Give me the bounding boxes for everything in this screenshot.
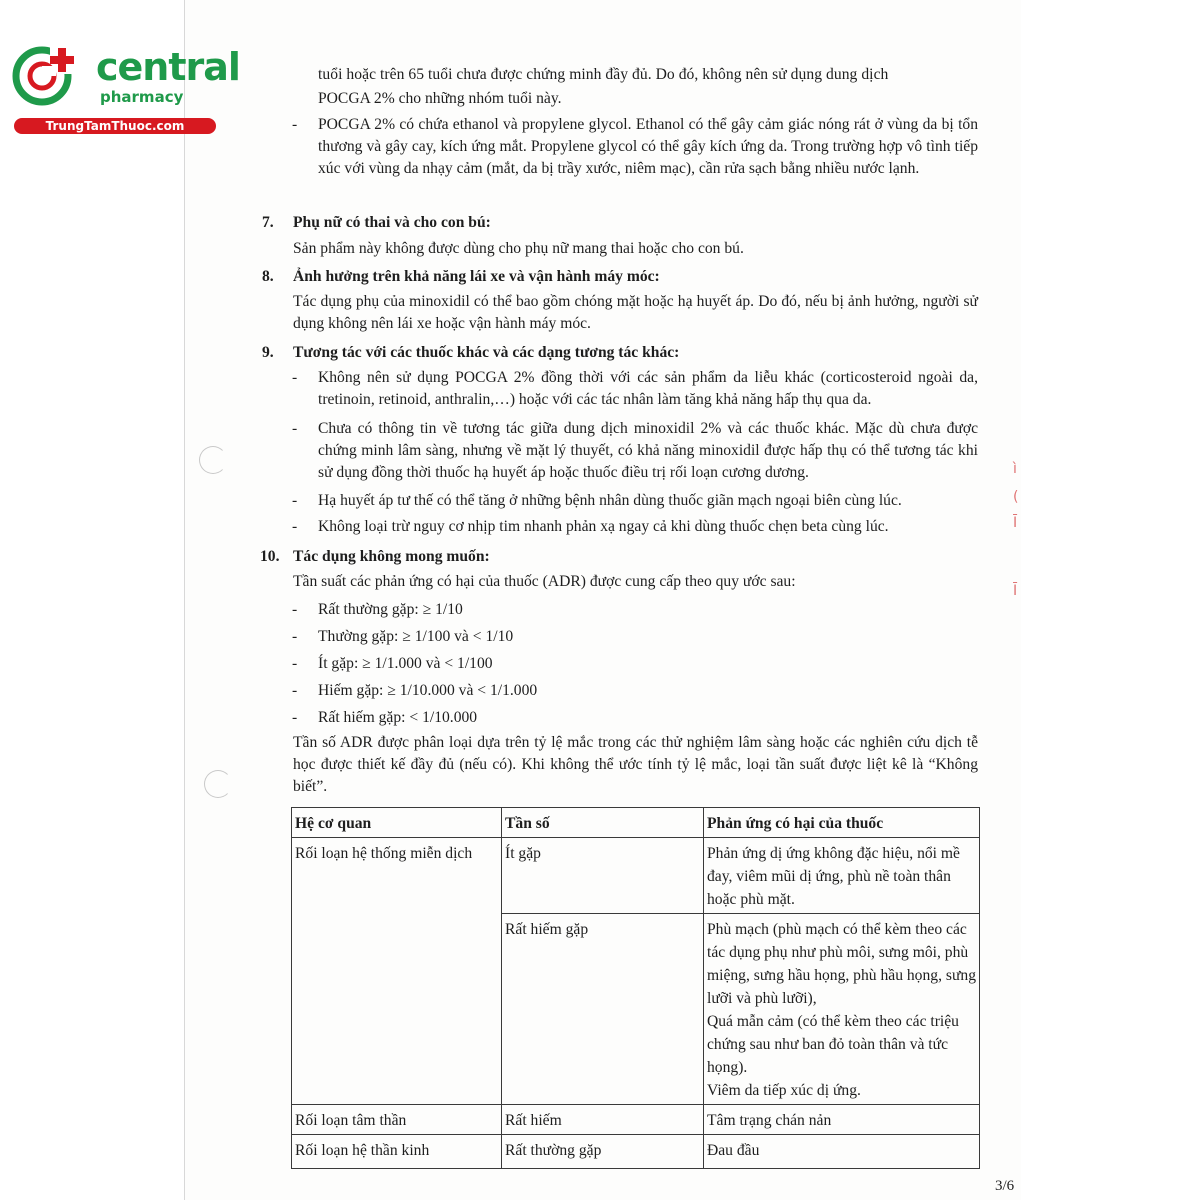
bullet-ethanol-text: POCGA 2% có chứa ethanol và propylene glycol. Ethanol có thể gây cảm giác nóng rát ở vùng da bị tổn thương và gây cay, kích ứng mắt. Propylene glycol có thể gây kích ứng da. Trong trường hợp vô tình tiếp xúc với vùng da nhạy cảm (mắt, da bị trầy xước, niêm mạc), cần rửa sạch bằng nhiều nước lạnh. [318,116,978,177]
section-heading: Tác dụng không mong muốn: [293,548,490,565]
logo-brand-name: central [96,45,240,89]
frequency-cell: Rất hiếm gặp [502,914,704,1105]
page-margin [0,0,184,1200]
table-row [292,838,980,914]
frequency-note: Tần số ADR được phân loại dựa trên tỷ lệ mắc trong các thử nghiệm lâm sàng hoặc các nghiên cứu dịch tễ học được thiết kế đầy đủ (nếu có). Khi không thể ước tính tỷ lệ mắc, loại tần suất được liệt kê là “Không biết”. [293,734,978,795]
table-row [292,1105,980,1135]
intro-line: POCGA 2% cho những nhóm tuổi này. [318,90,562,107]
intro-line: tuổi hoặc trên 65 tuổi chưa được chứng minh đầy đủ. Do đó, không nên sử dụng dung dịch [318,66,889,83]
adr-table [291,807,980,1169]
bullet-dash: - [292,601,298,618]
pharmacy-cross-logo-icon [10,40,86,108]
table-row [292,1135,980,1169]
reaction-cell [704,914,980,1105]
section-intro: Tần suất các phản ứng có hại của thuốc (ADR) được cung cấp theo quy ước sau: [293,573,796,590]
bullet-dash: - [292,628,298,645]
section-heading: Phụ nữ có thai và cho con bú: [293,214,491,231]
punch-hole-mark [204,770,232,798]
stamp-edge-mark: ì [1013,461,1017,477]
frequency-item: Rất hiếm gặp: < 1/10.000 [318,709,478,726]
reaction-cell: Phản ứng dị ứng không đặc hiệu, nổi mề đay, viêm mũi dị ứng, phù nề toàn thân hoặc phù mặt. [704,838,980,914]
page-number: 3/6 [995,1178,1015,1194]
organ-cell: Rối loạn hệ thống miễn dịch [292,838,502,914]
bullet-dash: - [292,369,298,386]
column-header: Phản ứng có hại của thuốc [704,808,980,838]
section-number: 7. [262,214,274,231]
section-body: Tác dụng phụ của minoxidil có thể bao gồm chóng mặt hoặc hạ huyết áp. Do đó, nếu bị ảnh hưởng, người sử dụng không nên lái xe hoặc vận hành máy móc. [293,293,978,332]
frequency-item: Rất thường gặp: ≥ 1/10 [318,601,463,618]
punch-hole-mark [199,446,227,474]
bullet-dash: - [292,420,298,437]
reaction-cell: Đau đầu [704,1135,980,1169]
interaction-item: Hạ huyết áp tư thế có thể tăng ở những bệnh nhân dùng thuốc giãn mạch ngoại biên cùng lúc. [318,492,902,509]
section-number: 9. [262,344,274,361]
interaction-item: Không nên sử dụng POCGA 2% đồng thời với các sản phẩm da liễu khác (corticosteroid ngoài da, tretinoin, retinoid, anthralin,…) hoặc với các tác nhân làm tăng khả năng hấp thụ qua da. [318,369,978,408]
logo-brand-sub: pharmacy [100,88,184,106]
frequency-item: Thường gặp: ≥ 1/100 và < 1/10 [318,628,514,645]
reaction-line: Phù mạch (phù mạch có thể kèm theo các tác dụng phụ như phù môi, sưng môi, phù miệng, sưng hầu họng, phù hầu họng, sưng lưỡi và phù lưỡi), [707,921,976,1007]
section-heading: Tương tác với các thuốc khác và các dạng tương tác khác: [293,344,680,361]
frequency-item: Ít gặp: ≥ 1/1.000 và < 1/100 [318,655,493,672]
table-row [292,914,980,1105]
reaction-line: Viêm da tiếp xúc dị ứng. [707,1082,861,1099]
frequency-cell: Ít gặp [502,838,704,914]
section-number: 8. [262,268,274,285]
stamp-edge-mark: Ī [1013,515,1018,531]
organ-cell: Rối loạn tâm thần [292,1105,502,1135]
interaction-item: Chưa có thông tin về tương tác giữa dung dịch minoxidil 2% và các thuốc khác. Mặc dù chưa được chứng minh lâm sàng, nhưng về mặt lý thuyết, có khả năng minoxidil được hấp thụ có thể tương tác khi sử dụng đồng thời thuốc hạ huyết áp hoặc thuốc điều trị rối loạn cương dương. [318,420,978,481]
section-heading: Ảnh hưởng trên khả năng lái xe và vận hành máy móc: [293,268,660,285]
bullet-dash: - [292,116,298,133]
bullet-dash: - [292,655,298,672]
section-body: Sản phẩm này không được dùng cho phụ nữ mang thai hoặc cho con bú. [293,240,744,257]
frequency-cell: Rất thường gặp [502,1135,704,1169]
frequency-cell: Rất hiếm [502,1105,704,1135]
section-number: 10. [260,548,280,565]
bullet-dash: - [292,709,298,726]
table-header-row [292,808,980,838]
central-pharmacy-logo[interactable] [8,36,240,136]
column-header: Tần số [502,808,704,838]
organ-cell [292,914,502,1105]
bullet-dash: - [292,492,298,509]
organ-cell: Rối loạn hệ thần kinh [292,1135,502,1169]
column-header: Hệ cơ quan [292,808,502,838]
bullet-dash: - [292,682,298,699]
interaction-item: Không loại trừ nguy cơ nhịp tim nhanh phản xạ ngay cả khi dùng thuốc chẹn beta cùng lúc. [318,518,889,535]
bullet-dash: - [292,518,298,535]
reaction-cell: Tâm trạng chán nản [704,1105,980,1135]
stamp-edge-mark: Ī [1013,583,1018,599]
frequency-item: Hiếm gặp: ≥ 1/10.000 và < 1/1.000 [318,682,538,699]
logo-website-url[interactable]: TrungTamThuoc.com [14,118,216,134]
reaction-line: Quá mẫn cảm (có thể kèm theo các triệu chứng sau như ban đỏ toàn thân và tức họng). [707,1013,959,1076]
stamp-edge-mark: ( [1013,489,1019,505]
